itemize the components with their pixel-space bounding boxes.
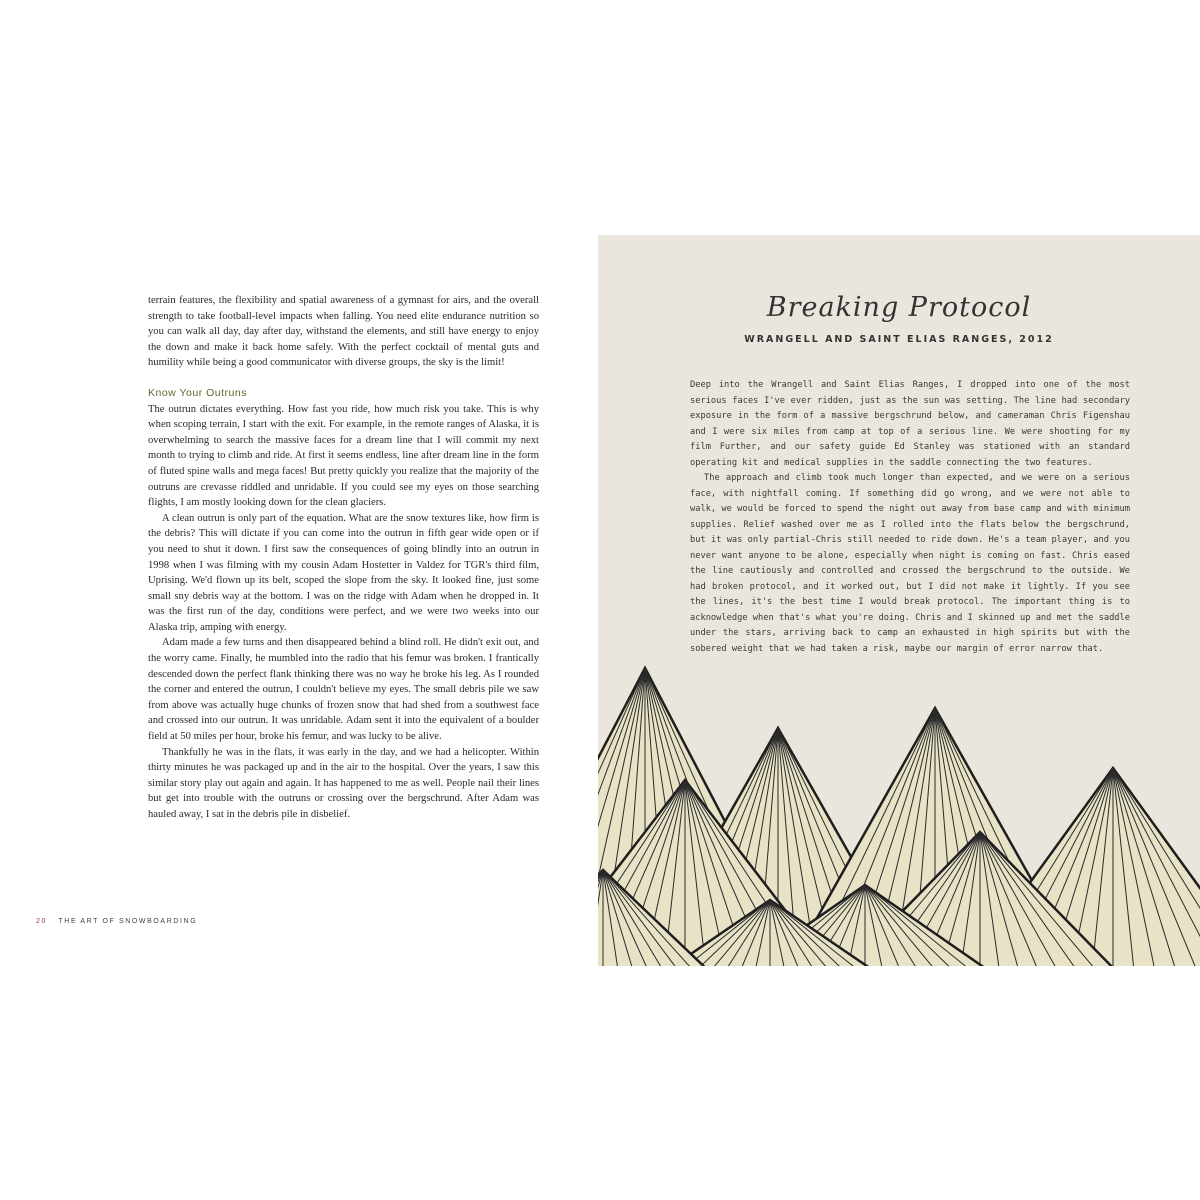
body-paragraph: Adam made a few turns and then disappeared behind a blind roll. He didn't exit out, and the worry came. Finally, he mumbled into the radio that his femur was broken. I frantically descended down the perfect flank thinking there was no way he broke his leg. As I rounded the corner and entered the outrun, I couldn't believe my eyes. The small debris pile we saw from above was actually huge chunks of frozen snow that had shed from a southwest face and crossed into our outrun. It was unridable. Adam sent it into the equivalent of a boulder field at 50 miles per hour, broke his femur, and was lucky to be alive. (148, 637, 539, 743)
page-footer (36, 918, 197, 925)
mountain-illustration (598, 235, 1200, 966)
journal-paragraph: The approach and climb took much longer than expected, and we were on a serious face, with nightfall coming. If something did go wrong, and we were not able to walk, we would be forced to spend the night out away from base camp and with minimum supplies. Relief washed over me as I rolled into the flats below the bergschrund, but it was only partial-Chris still needed to ride down. He's a team player, and you never want anyone to be alone, especially when night is coming on fast. Chris eased the line cautiously and controlled and crossed the bergschrund to the outside. We had broken protocol, and it worked out, but I did not make it lightly. If you see the lines, it's the best time I would break protocol. The important thing is to acknowledge when that's what you're doing. Chris and I skinned up and met the saddle under the stars, arriving back to camp an exhausted in high spirits but with the sobered weight that we had taken a risk, maybe our margin of error narrow that. (690, 473, 1130, 654)
journal-title: Breaking Protocol (766, 292, 1032, 323)
journal-paragraph: Deep into the Wrangell and Saint Elias Ranges, I dropped into one of the most serious faces I've ever ridden, just as the sun was setting. The line had secondary exposure in the form of a massive bergschrund below, and cameraman Chris Figenshau and I were six miles from camp at top of a serious line. We were shooting for my film Further, and our safety guide Ed Stanley was stationed with an standard operating kit and medical supplies in the saddle connecting the two features. (690, 380, 1130, 468)
body-paragraph: Thankfully he was in the flats, it was early in the day, and we had a helicopter. Within thirty minutes he was packaged up and in the air to the hospital. Over the years, I saw this similar story play out again and again. It has happened to me as well. People nail their lines but get into trouble with the outruns or crossing over the bergschrund. After Adam was hauled away, I sat in the debris pile in disbelief. (148, 746, 539, 820)
left-page-body (148, 293, 539, 823)
body-paragraph: The outrun dictates everything. How fast you ride, how much risk you take. This is why when scoping terrain, I start with the exit. For example, in the remote ranges of Alaska, it is overwhelming to search the massive faces for a dream line that I will commit my next month to trying to climb and ride. At first it seems endless, line after dream line in the form of fluted spine walls and mega faces! But pretty quickly you realize that the majority of the outruns are crevasse riddled and unridable. If you could see my eyes on those searching flights, I am mostly looking down for the clean glaciers. (148, 403, 539, 509)
body-paragraph: A clean outrun is only part of the equation. What are the snow textures like, how firm is the debris? This will dictate if you can come into the outrun in fifth gear wide open or if you need to shut it down. I first saw the consequences of going blindly into an outrun in 1998 when I was filming with my cousin Adam Hostetter in Valdez for TGR's third film, Uprising. We'd flown up its belt, scoped the slope from the sky. It looked fine, just some small sny debris way at the bottom. I was on the ridge with Adam when he dropped in. It was the first run of the day, conditions were perfect, and we were two weeks into our Alaska trip, amping with energy. (148, 512, 539, 633)
journal-subtitle: WRANGELL AND SAINT ELIAS RANGES, 2012 (744, 334, 1054, 345)
body-paragraph: terrain features, the flexibility and spatial awareness of a gymnast for airs, and the overall strength to take football-level impacts when falling. You need elite endurance nutrition so you can walk all day, day after day, withstand the elements, and still have energy to enjoy the down and make it back home safely. With the perfect cocktail of mental guts and humility while being a good communicator with diverse groups, the sky is the limit! (148, 295, 539, 369)
page-number: 20 (36, 918, 47, 925)
section-heading: Know Your Outruns (148, 386, 247, 399)
sidebar-journal-page (598, 235, 1200, 966)
running-title: THE ART OF SNOWBOARDING (58, 918, 198, 925)
